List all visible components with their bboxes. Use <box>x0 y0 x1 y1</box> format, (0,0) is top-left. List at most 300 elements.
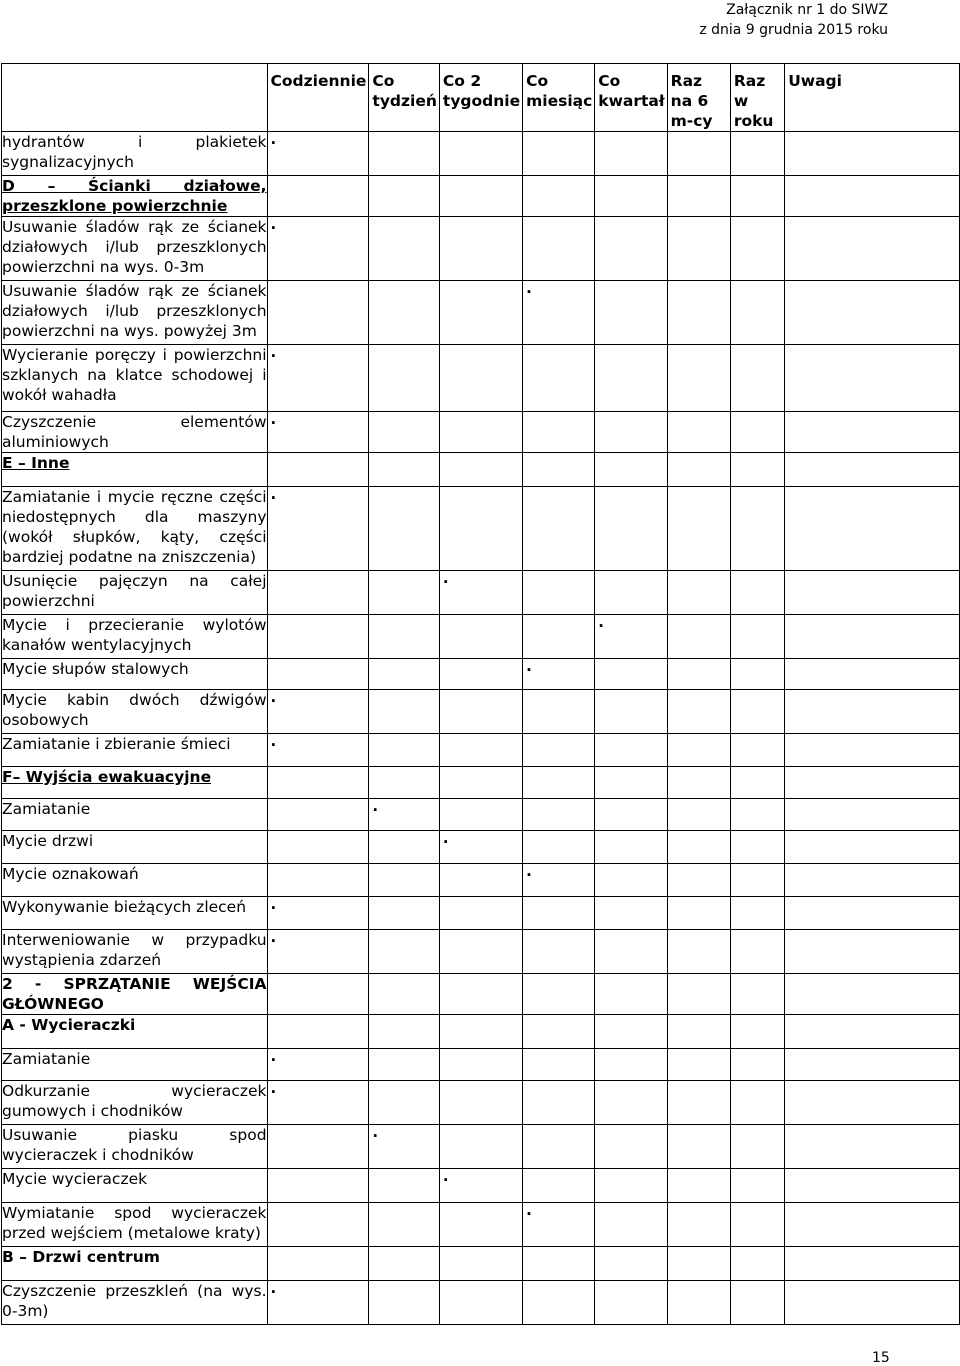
frequency-cell <box>267 453 369 487</box>
frequency-mark: · <box>270 692 277 710</box>
frequency-cell <box>267 1247 369 1281</box>
frequency-cell <box>730 897 784 930</box>
frequency-cell <box>785 864 960 897</box>
frequency-cell <box>595 412 667 453</box>
frequency-cell <box>267 659 369 690</box>
frequency-cell <box>523 412 595 453</box>
frequency-cell <box>439 281 522 345</box>
task-label: E – Inne <box>2 454 70 472</box>
frequency-cell <box>785 571 960 615</box>
frequency-cell <box>730 1169 784 1203</box>
table-row <box>2 132 960 176</box>
column-header: Uwagi <box>785 64 960 132</box>
frequency-cell <box>595 571 667 615</box>
frequency-cell <box>267 1169 369 1203</box>
frequency-cell <box>439 974 522 1015</box>
section-heading <box>2 1247 268 1281</box>
frequency-cell <box>730 831 784 864</box>
frequency-cell <box>523 1081 595 1125</box>
column-header: Co miesiąc <box>523 64 595 132</box>
frequency-cell <box>439 1281 522 1325</box>
task-cell <box>2 734 268 767</box>
task-label: A - Wycieraczki <box>2 1016 136 1034</box>
frequency-cell <box>667 690 730 734</box>
column-header: Raz na 6 m-cy <box>667 64 730 132</box>
frequency-cell <box>595 897 667 930</box>
frequency-cell <box>439 831 522 864</box>
frequency-cell <box>667 176 730 217</box>
frequency-cell <box>267 1281 369 1325</box>
attachment-note <box>699 0 888 40</box>
frequency-cell <box>785 1125 960 1169</box>
frequency-mark: · <box>526 283 532 301</box>
frequency-cell <box>369 487 440 571</box>
frequency-cell <box>785 734 960 767</box>
frequency-cell <box>595 864 667 897</box>
column-header: Co 2 tygodnie <box>439 64 522 132</box>
frequency-cell <box>439 767 522 799</box>
table-row <box>2 1125 960 1169</box>
frequency-cell <box>730 453 784 487</box>
frequency-cell <box>595 345 667 412</box>
task-label: Wycieranie poręczy i powierzchni szklanych na klatce schodowej i wokół wahadła <box>2 346 267 404</box>
frequency-cell <box>369 571 440 615</box>
frequency-cell <box>439 615 522 659</box>
frequency-cell <box>439 690 522 734</box>
frequency-cell <box>785 659 960 690</box>
table-row <box>2 1081 960 1125</box>
frequency-cell <box>439 1125 522 1169</box>
task-label: Mycie słupów stalowych <box>2 660 189 678</box>
frequency-mark: · <box>270 347 277 365</box>
frequency-cell <box>667 1125 730 1169</box>
task-label: Mycie wycieraczek <box>2 1170 148 1188</box>
frequency-cell <box>730 1247 784 1281</box>
frequency-cell <box>267 487 369 571</box>
frequency-cell <box>667 615 730 659</box>
frequency-cell <box>439 864 522 897</box>
section-heading <box>2 453 268 487</box>
frequency-cell <box>439 345 522 412</box>
frequency-cell <box>369 615 440 659</box>
task-label: Zamiatanie <box>2 800 91 818</box>
frequency-cell <box>595 659 667 690</box>
task-cell <box>2 132 268 176</box>
frequency-cell <box>439 897 522 930</box>
frequency-cell <box>595 1081 667 1125</box>
table-row <box>2 1203 960 1247</box>
table-row <box>2 345 960 412</box>
table-row <box>2 767 960 799</box>
frequency-cell <box>785 217 960 281</box>
frequency-mark: · <box>526 866 532 884</box>
frequency-cell <box>785 974 960 1015</box>
frequency-cell <box>267 974 369 1015</box>
task-cell <box>2 615 268 659</box>
frequency-cell <box>369 1247 440 1281</box>
attachment-note-line2: z dnia 9 grudnia 2015 roku <box>699 22 888 38</box>
frequency-cell <box>267 176 369 217</box>
frequency-cell <box>523 453 595 487</box>
table-row <box>2 453 960 487</box>
frequency-cell <box>439 734 522 767</box>
frequency-cell <box>730 690 784 734</box>
frequency-cell <box>369 864 440 897</box>
frequency-cell <box>369 897 440 930</box>
frequency-cell <box>267 345 369 412</box>
frequency-cell <box>785 1247 960 1281</box>
frequency-cell <box>730 1203 784 1247</box>
task-label: Mycie oznakowań <box>2 865 139 883</box>
task-cell <box>2 487 268 571</box>
frequency-cell <box>523 1247 595 1281</box>
frequency-cell <box>730 1015 784 1049</box>
task-label: Wykonywanie bieżących zleceń <box>2 898 247 916</box>
frequency-cell <box>267 1203 369 1247</box>
task-cell <box>2 1049 268 1081</box>
frequency-mark: · <box>442 573 449 591</box>
frequency-cell <box>730 1081 784 1125</box>
frequency-cell <box>785 487 960 571</box>
frequency-cell <box>730 132 784 176</box>
frequency-cell <box>785 930 960 974</box>
task-label: Zamiatanie i zbieranie śmieci <box>2 735 231 753</box>
frequency-cell <box>439 1081 522 1125</box>
frequency-cell <box>523 690 595 734</box>
frequency-cell <box>595 690 667 734</box>
task-label: Wymiatanie spod wycieraczek przed wejściem (metalowe kraty) <box>2 1204 267 1242</box>
frequency-cell <box>439 799 522 831</box>
frequency-mark: · <box>270 1083 277 1101</box>
task-cell <box>2 412 268 453</box>
frequency-cell <box>523 930 595 974</box>
frequency-cell <box>439 176 522 217</box>
frequency-cell <box>785 453 960 487</box>
frequency-cell <box>267 1125 369 1169</box>
frequency-cell <box>595 1169 667 1203</box>
frequency-mark: · <box>526 661 532 679</box>
frequency-cell <box>369 831 440 864</box>
frequency-cell <box>730 1049 784 1081</box>
column-header: Co tydzień <box>369 64 440 132</box>
section-heading <box>2 1015 268 1049</box>
table-row <box>2 690 960 734</box>
frequency-cell <box>369 1203 440 1247</box>
table-row <box>2 734 960 767</box>
table-row <box>2 1281 960 1325</box>
frequency-cell <box>667 659 730 690</box>
frequency-cell <box>595 1049 667 1081</box>
frequency-cell <box>785 412 960 453</box>
frequency-cell <box>267 615 369 659</box>
frequency-cell <box>369 1125 440 1169</box>
task-cell <box>2 1281 268 1325</box>
frequency-cell <box>523 897 595 930</box>
frequency-cell <box>785 1281 960 1325</box>
task-label: 2 - SPRZĄTANIE WEJŚCIA GŁÓWNEGO <box>2 975 267 1013</box>
frequency-cell <box>667 412 730 453</box>
frequency-cell <box>667 799 730 831</box>
frequency-cell <box>730 1281 784 1325</box>
table-row <box>2 571 960 615</box>
table-row <box>2 615 960 659</box>
frequency-cell <box>267 767 369 799</box>
frequency-cell <box>439 1203 522 1247</box>
frequency-cell <box>667 1049 730 1081</box>
frequency-cell <box>523 1203 595 1247</box>
frequency-cell <box>667 487 730 571</box>
column-header: Co kwartał <box>595 64 667 132</box>
frequency-cell <box>730 217 784 281</box>
frequency-mark: · <box>442 833 449 851</box>
frequency-cell <box>369 1281 440 1325</box>
column-header: Codziennie <box>267 64 369 132</box>
frequency-cell <box>523 132 595 176</box>
frequency-mark: · <box>270 134 277 152</box>
frequency-cell <box>595 767 667 799</box>
table-row <box>2 659 960 690</box>
task-label: F– Wyjścia ewakuacyjne <box>2 768 212 786</box>
frequency-cell <box>785 897 960 930</box>
frequency-cell <box>730 615 784 659</box>
frequency-cell <box>785 615 960 659</box>
frequency-cell <box>369 974 440 1015</box>
table-row <box>2 217 960 281</box>
frequency-cell <box>439 217 522 281</box>
frequency-cell <box>369 659 440 690</box>
frequency-cell <box>369 132 440 176</box>
page-number: 15 <box>872 1350 890 1366</box>
task-cell <box>2 897 268 930</box>
frequency-cell <box>667 930 730 974</box>
table-row <box>2 1169 960 1203</box>
task-label: Usunięcie pajęczyn na całej powierzchni <box>2 572 267 610</box>
frequency-cell <box>267 132 369 176</box>
frequency-mark: · <box>270 736 277 754</box>
frequency-cell <box>785 767 960 799</box>
frequency-cell <box>667 1281 730 1325</box>
frequency-cell <box>595 734 667 767</box>
frequency-cell <box>523 831 595 864</box>
frequency-cell <box>730 345 784 412</box>
frequency-cell <box>667 831 730 864</box>
frequency-cell <box>369 767 440 799</box>
frequency-cell <box>595 1247 667 1281</box>
frequency-cell <box>267 1049 369 1081</box>
frequency-cell <box>523 176 595 217</box>
section-heading <box>2 974 268 1015</box>
frequency-cell <box>523 281 595 345</box>
frequency-cell <box>267 1081 369 1125</box>
task-label: Mycie drzwi <box>2 832 94 850</box>
frequency-cell <box>730 487 784 571</box>
frequency-cell <box>667 1015 730 1049</box>
task-cell <box>2 799 268 831</box>
frequency-cell <box>785 1081 960 1125</box>
table-row <box>2 1049 960 1081</box>
table-row <box>2 281 960 345</box>
frequency-cell <box>369 217 440 281</box>
frequency-cell <box>667 1081 730 1125</box>
frequency-cell <box>595 930 667 974</box>
schedule-body <box>2 132 960 1325</box>
table-row <box>2 897 960 930</box>
frequency-cell <box>369 281 440 345</box>
task-label: Mycie kabin dwóch dźwigów osobowych <box>2 691 267 729</box>
task-column-header <box>2 64 268 132</box>
task-label: B – Drzwi centrum <box>2 1248 160 1266</box>
frequency-cell <box>523 615 595 659</box>
frequency-cell <box>730 767 784 799</box>
frequency-cell <box>369 412 440 453</box>
frequency-cell <box>667 132 730 176</box>
frequency-cell <box>523 345 595 412</box>
frequency-cell <box>667 974 730 1015</box>
frequency-cell <box>785 831 960 864</box>
task-cell <box>2 864 268 897</box>
task-label: Usuwanie piasku spod wycieraczek i chodników <box>2 1126 267 1164</box>
frequency-cell <box>267 281 369 345</box>
frequency-mark: · <box>270 932 277 950</box>
frequency-cell <box>523 1169 595 1203</box>
frequency-cell <box>595 281 667 345</box>
frequency-cell <box>523 1125 595 1169</box>
frequency-cell <box>730 734 784 767</box>
task-label: Zamiatanie <box>2 1050 91 1068</box>
task-cell <box>2 690 268 734</box>
task-cell <box>2 831 268 864</box>
frequency-mark: · <box>372 1127 379 1145</box>
frequency-cell <box>785 690 960 734</box>
frequency-mark: · <box>526 1205 532 1223</box>
task-cell <box>2 659 268 690</box>
task-cell <box>2 1169 268 1203</box>
frequency-mark: · <box>372 801 379 819</box>
frequency-cell <box>267 734 369 767</box>
frequency-cell <box>667 217 730 281</box>
frequency-cell <box>667 767 730 799</box>
frequency-cell <box>667 864 730 897</box>
frequency-cell <box>667 1203 730 1247</box>
frequency-cell <box>523 1281 595 1325</box>
frequency-cell <box>267 571 369 615</box>
table-row <box>2 176 960 217</box>
frequency-cell <box>369 1015 440 1049</box>
frequency-cell <box>439 453 522 487</box>
table-row <box>2 799 960 831</box>
frequency-cell <box>439 1247 522 1281</box>
frequency-cell <box>267 690 369 734</box>
frequency-cell <box>523 1015 595 1049</box>
cleaning-schedule-table <box>1 63 960 1325</box>
frequency-cell <box>785 799 960 831</box>
table-row <box>2 974 960 1015</box>
frequency-cell <box>267 412 369 453</box>
frequency-cell <box>595 1203 667 1247</box>
frequency-cell <box>595 217 667 281</box>
frequency-mark: · <box>598 617 604 635</box>
frequency-cell <box>439 132 522 176</box>
frequency-cell <box>369 690 440 734</box>
frequency-cell <box>369 930 440 974</box>
table-row <box>2 864 960 897</box>
frequency-cell <box>439 487 522 571</box>
frequency-cell <box>439 412 522 453</box>
task-cell <box>2 281 268 345</box>
frequency-mark: · <box>270 414 277 432</box>
frequency-cell <box>369 453 440 487</box>
frequency-cell <box>523 864 595 897</box>
frequency-cell <box>785 1049 960 1081</box>
task-cell <box>2 345 268 412</box>
frequency-mark: · <box>270 219 277 237</box>
frequency-cell <box>667 1247 730 1281</box>
task-cell <box>2 1203 268 1247</box>
frequency-cell <box>439 659 522 690</box>
frequency-cell <box>595 453 667 487</box>
frequency-cell <box>267 831 369 864</box>
task-label: Interweniowanie w przypadku wystąpienia zdarzeń <box>2 931 267 969</box>
task-cell <box>2 930 268 974</box>
frequency-mark: · <box>270 1283 277 1301</box>
frequency-cell <box>267 897 369 930</box>
frequency-cell <box>523 767 595 799</box>
frequency-cell <box>439 571 522 615</box>
frequency-cell <box>439 1015 522 1049</box>
frequency-cell <box>730 571 784 615</box>
task-cell <box>2 217 268 281</box>
frequency-cell <box>667 734 730 767</box>
frequency-cell <box>267 864 369 897</box>
frequency-cell <box>730 659 784 690</box>
frequency-cell <box>439 1169 522 1203</box>
header-row <box>2 64 960 132</box>
table-row <box>2 930 960 974</box>
frequency-cell <box>369 345 440 412</box>
frequency-cell <box>595 487 667 571</box>
frequency-cell <box>267 1015 369 1049</box>
frequency-cell <box>369 176 440 217</box>
task-cell <box>2 571 268 615</box>
frequency-cell <box>523 1049 595 1081</box>
frequency-cell <box>369 1049 440 1081</box>
frequency-cell <box>595 1015 667 1049</box>
table-row <box>2 487 960 571</box>
task-label: Zamiatanie i mycie ręczne części niedostępnych dla maszyny (wokół słupków, kąty, części bardziej podatne na zniszczenia) <box>2 488 267 566</box>
frequency-cell <box>730 176 784 217</box>
frequency-cell <box>730 799 784 831</box>
frequency-cell <box>267 217 369 281</box>
frequency-cell <box>785 132 960 176</box>
frequency-cell <box>439 1049 522 1081</box>
table-row <box>2 1015 960 1049</box>
frequency-cell <box>523 659 595 690</box>
frequency-cell <box>595 974 667 1015</box>
frequency-cell <box>667 281 730 345</box>
frequency-cell <box>369 734 440 767</box>
frequency-cell <box>595 1281 667 1325</box>
frequency-cell <box>667 1169 730 1203</box>
frequency-cell <box>523 487 595 571</box>
frequency-cell <box>667 345 730 412</box>
frequency-cell <box>523 217 595 281</box>
section-heading <box>2 176 268 217</box>
frequency-mark: · <box>442 1171 449 1189</box>
frequency-cell <box>267 930 369 974</box>
frequency-cell <box>439 930 522 974</box>
frequency-cell <box>267 799 369 831</box>
task-label: hydrantów i plakietek sygnalizacyjnych <box>2 133 267 171</box>
